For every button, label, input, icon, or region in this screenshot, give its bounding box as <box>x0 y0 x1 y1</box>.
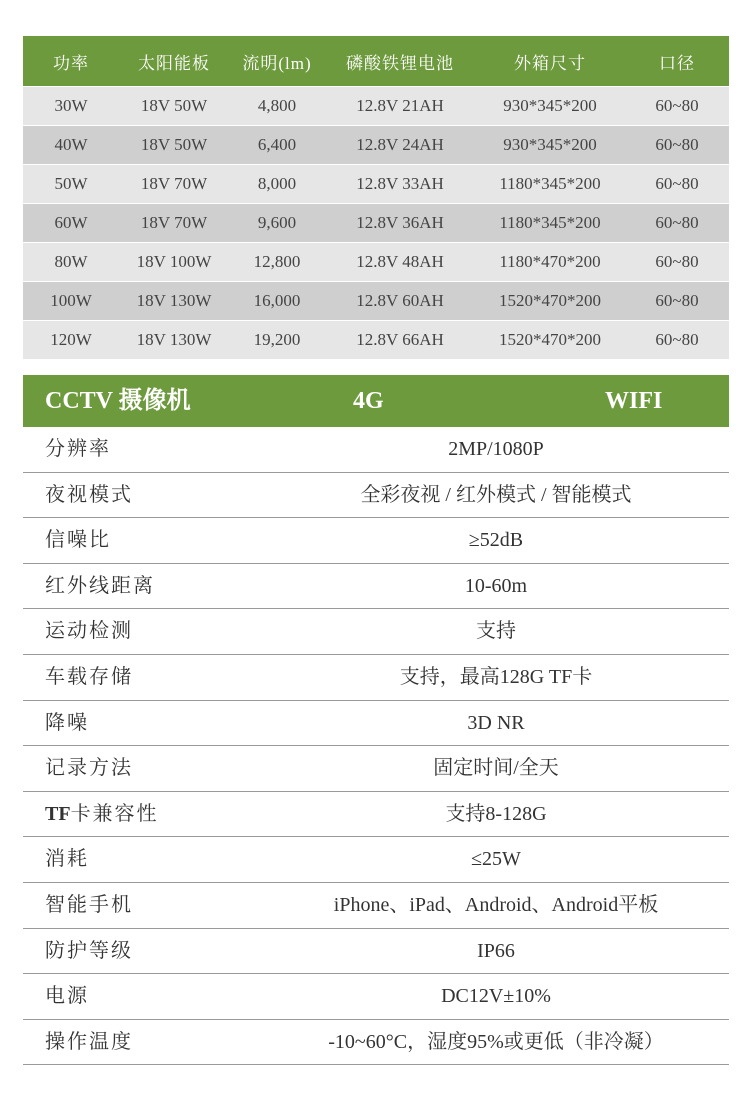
table-row <box>23 282 729 321</box>
spec-value: iPhone、iPad、Android、Android平板 <box>333 893 659 916</box>
header-cctv-camera: CCTV 摄像机 <box>45 388 191 414</box>
spec-row-snr <box>23 518 729 564</box>
cell-solar-panel: 18V 50W <box>119 87 229 126</box>
cell-battery: 12.8V 66AH <box>325 321 475 360</box>
cell-solar-panel: 18V 70W <box>119 204 229 243</box>
cell-power: 40W <box>23 126 119 165</box>
spec-label: 分辨率 <box>45 438 111 460</box>
spec-row-record-method <box>23 746 729 792</box>
spec-row-resolution <box>23 427 729 473</box>
spec-value: 固定时间/全天 <box>433 757 559 780</box>
spec-label: 操作温度 <box>45 1030 133 1053</box>
cell-diameter: 60~80 <box>625 165 729 204</box>
power-spec-table <box>23 36 729 359</box>
header-power: 功率 <box>23 36 119 87</box>
cell-lumen: 9,600 <box>229 204 325 243</box>
table-row <box>23 126 729 165</box>
header-solar-panel: 太阳能板 <box>119 36 229 87</box>
spec-row-night-vision <box>23 473 729 519</box>
cell-solar-panel: 18V 130W <box>119 282 229 321</box>
header-diameter: 口径 <box>625 36 729 87</box>
spec-label: 红外线距离 <box>45 574 155 597</box>
spec-value: 支持8-128G <box>445 802 547 825</box>
spec-value: ≥52dB <box>468 529 524 552</box>
table-row <box>23 243 729 282</box>
cell-box-size: 930*345*200 <box>475 87 625 126</box>
cell-box-size: 1520*470*200 <box>475 321 625 360</box>
cell-battery: 12.8V 36AH <box>325 204 475 243</box>
spec-row-noise-reduction <box>23 701 729 747</box>
spec-value: 10-60m <box>464 574 528 597</box>
spec-row-storage <box>23 655 729 701</box>
cell-box-size: 930*345*200 <box>475 126 625 165</box>
cell-solar-panel: 18V 70W <box>119 165 229 204</box>
spec-label: 降噪 <box>45 711 89 734</box>
header-lumen: 流明(lm) <box>229 36 325 87</box>
cell-solar-panel: 18V 50W <box>119 126 229 165</box>
cell-diameter: 60~80 <box>625 126 729 165</box>
cell-power: 60W <box>23 204 119 243</box>
header-battery: 磷酸铁锂电池 <box>325 36 475 87</box>
cell-solar-panel: 18V 100W <box>119 243 229 282</box>
spec-label-bold: TF <box>45 802 71 825</box>
spec-value: 2MP/1080P <box>448 438 544 460</box>
table-row <box>23 165 729 204</box>
cell-lumen: 8,000 <box>229 165 325 204</box>
spec-label: 记录方法 <box>45 757 133 780</box>
cell-lumen: 4,800 <box>229 87 325 126</box>
spec-label: 智能手机 <box>45 893 133 916</box>
spec-label: 信噪比 <box>45 529 111 552</box>
cell-power: 30W <box>23 87 119 126</box>
cell-box-size: 1180*470*200 <box>475 243 625 282</box>
spec-label <box>45 792 159 837</box>
cell-battery: 12.8V 21AH <box>325 87 475 126</box>
cell-battery: 12.8V 33AH <box>325 165 475 204</box>
camera-spec-list <box>23 427 729 1065</box>
spec-row-smartphone <box>23 883 729 929</box>
cell-diameter: 60~80 <box>625 243 729 282</box>
cell-power: 100W <box>23 282 119 321</box>
header-box-size: 外箱尺寸 <box>475 36 625 87</box>
cell-lumen: 12,800 <box>229 243 325 282</box>
cell-battery: 12.8V 24AH <box>325 126 475 165</box>
cell-solar-panel: 18V 130W <box>119 321 229 360</box>
spec-row-power-supply <box>23 974 729 1020</box>
cell-diameter: 60~80 <box>625 204 729 243</box>
spec-value: DC12V±10% <box>441 985 551 1008</box>
table-row <box>23 204 729 243</box>
cell-lumen: 6,400 <box>229 126 325 165</box>
spec-row-tf-compatibility <box>23 792 729 838</box>
spec-label: 消耗 <box>45 848 89 871</box>
cell-battery: 12.8V 48AH <box>325 243 475 282</box>
header-wifi: WIFI <box>605 388 663 414</box>
cell-diameter: 60~80 <box>625 321 729 360</box>
cell-power: 80W <box>23 243 119 282</box>
spec-value: 支持 <box>476 620 516 643</box>
cell-diameter: 60~80 <box>625 282 729 321</box>
spec-value: -10~60°C，湿度95%或更低（非冷凝） <box>328 1030 664 1053</box>
camera-spec-header <box>23 375 729 427</box>
cell-diameter: 60~80 <box>625 87 729 126</box>
spec-row-ir-distance <box>23 564 729 610</box>
table-row <box>23 321 729 360</box>
spec-value: 支持，最高128G TF卡 <box>399 665 593 688</box>
cell-battery: 12.8V 60AH <box>325 282 475 321</box>
cell-box-size: 1180*345*200 <box>475 165 625 204</box>
spec-value: IP66 <box>477 939 515 962</box>
cell-lumen: 19,200 <box>229 321 325 360</box>
spec-row-consumption <box>23 837 729 883</box>
cell-power: 120W <box>23 321 119 360</box>
cell-power: 50W <box>23 165 119 204</box>
cell-lumen: 16,000 <box>229 282 325 321</box>
power-table-header-row <box>23 36 729 87</box>
spec-value: 3D NR <box>467 711 525 734</box>
cell-box-size: 1520*470*200 <box>475 282 625 321</box>
spec-label: 夜视模式 <box>45 483 133 506</box>
table-row <box>23 87 729 126</box>
header-4g: 4G <box>353 388 384 414</box>
spec-value: 全彩夜视 / 红外模式 / 智能模式 <box>360 483 632 506</box>
spec-label: 电源 <box>45 985 89 1008</box>
spec-label: 防护等级 <box>45 939 133 962</box>
spec-label: 车载存储 <box>45 665 133 688</box>
spec-label: 运动检测 <box>45 620 133 643</box>
spec-row-protection <box>23 929 729 975</box>
spec-label-rest: 卡兼容性 <box>70 802 159 825</box>
spec-row-motion-detection <box>23 609 729 655</box>
spec-row-operating-temp <box>23 1020 729 1066</box>
spec-value: ≤25W <box>471 848 521 871</box>
cell-box-size: 1180*345*200 <box>475 204 625 243</box>
